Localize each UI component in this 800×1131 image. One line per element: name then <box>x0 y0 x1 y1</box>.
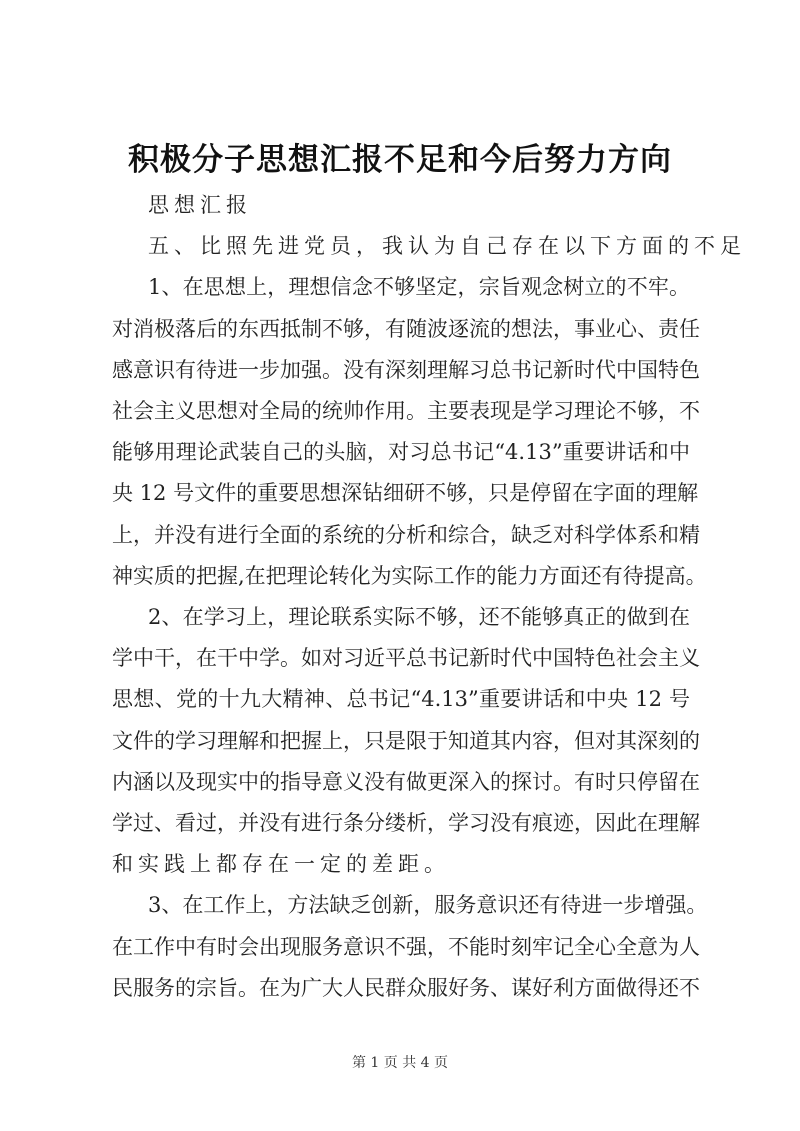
text-line: 思想、党的十九大精神、总书记“4.13”重要讲话和中央 12 号 <box>112 687 690 712</box>
text-line: 内涵以及现实中的指导意义没有做更深入的探讨。有时只停留在 <box>112 769 700 794</box>
text-line: 能够用理论武装自己的头脑，对习总书记“4.13”重要讲话和中 <box>112 440 690 465</box>
text-line: 神实质的把握,在把理论转化为实际工作的能力方面还有待提高。 <box>112 563 707 588</box>
text-line: 上，并没有进行全面的系统的分析和综合，缺乏对科学体系和精 <box>112 522 700 547</box>
text-line: 学中干，在干中学。如对习近平总书记新时代中国特色社会主义 <box>112 646 700 671</box>
text-line: 在工作中有时会出现服务意识不强，不能时刻牢记全心全意为人 <box>112 934 700 959</box>
page-footer: 第 1 页 共 4 页 <box>351 1055 449 1071</box>
text-line: 和实践上都存在一定的差距。 <box>112 852 450 877</box>
text-line: 社会主义思想对全局的统帅作用。主要表现是学习理论不够，不 <box>112 399 700 423</box>
text-line: 文件的学习理解和把握上，只是限于知道其内容，但对其深刻的 <box>112 728 700 753</box>
text-line: 3、在工作上，方法缺乏创新，服务意识还有待进一步增强。 <box>148 893 708 918</box>
text-line: 感意识有待进一步加强。没有深刻理解习总书记新时代中国特色 <box>112 357 700 382</box>
text-line: 民服务的宗旨。在为广大人民群众服好务、谋好利方面做得还不 <box>112 975 700 1000</box>
text-line: 思想汇报 <box>148 193 252 217</box>
text-line: 五、比照先进党员，我认为自己存在以下方面的不足 <box>148 234 746 259</box>
text-line: 学过、看过，并没有进行条分缕析，学习没有痕迹，因此在理解 <box>112 811 700 835</box>
text-line: 1、在思想上，理想信念不够坚定，宗旨观念树立的不牢。 <box>148 275 690 300</box>
text-line: 对消极落后的东西抵制不够，有随波逐流的想法，事业心、责任 <box>112 316 700 341</box>
text-line: 央 12 号文件的重要思想深钻细研不够，只是停留在字面的理解 <box>112 481 699 506</box>
document-title: 积极分子思想汇报不足和今后努力方向 <box>128 142 672 178</box>
text-line: 2、在学习上，理论联系实际不够，还不能够真正的做到在 <box>148 605 690 629</box>
